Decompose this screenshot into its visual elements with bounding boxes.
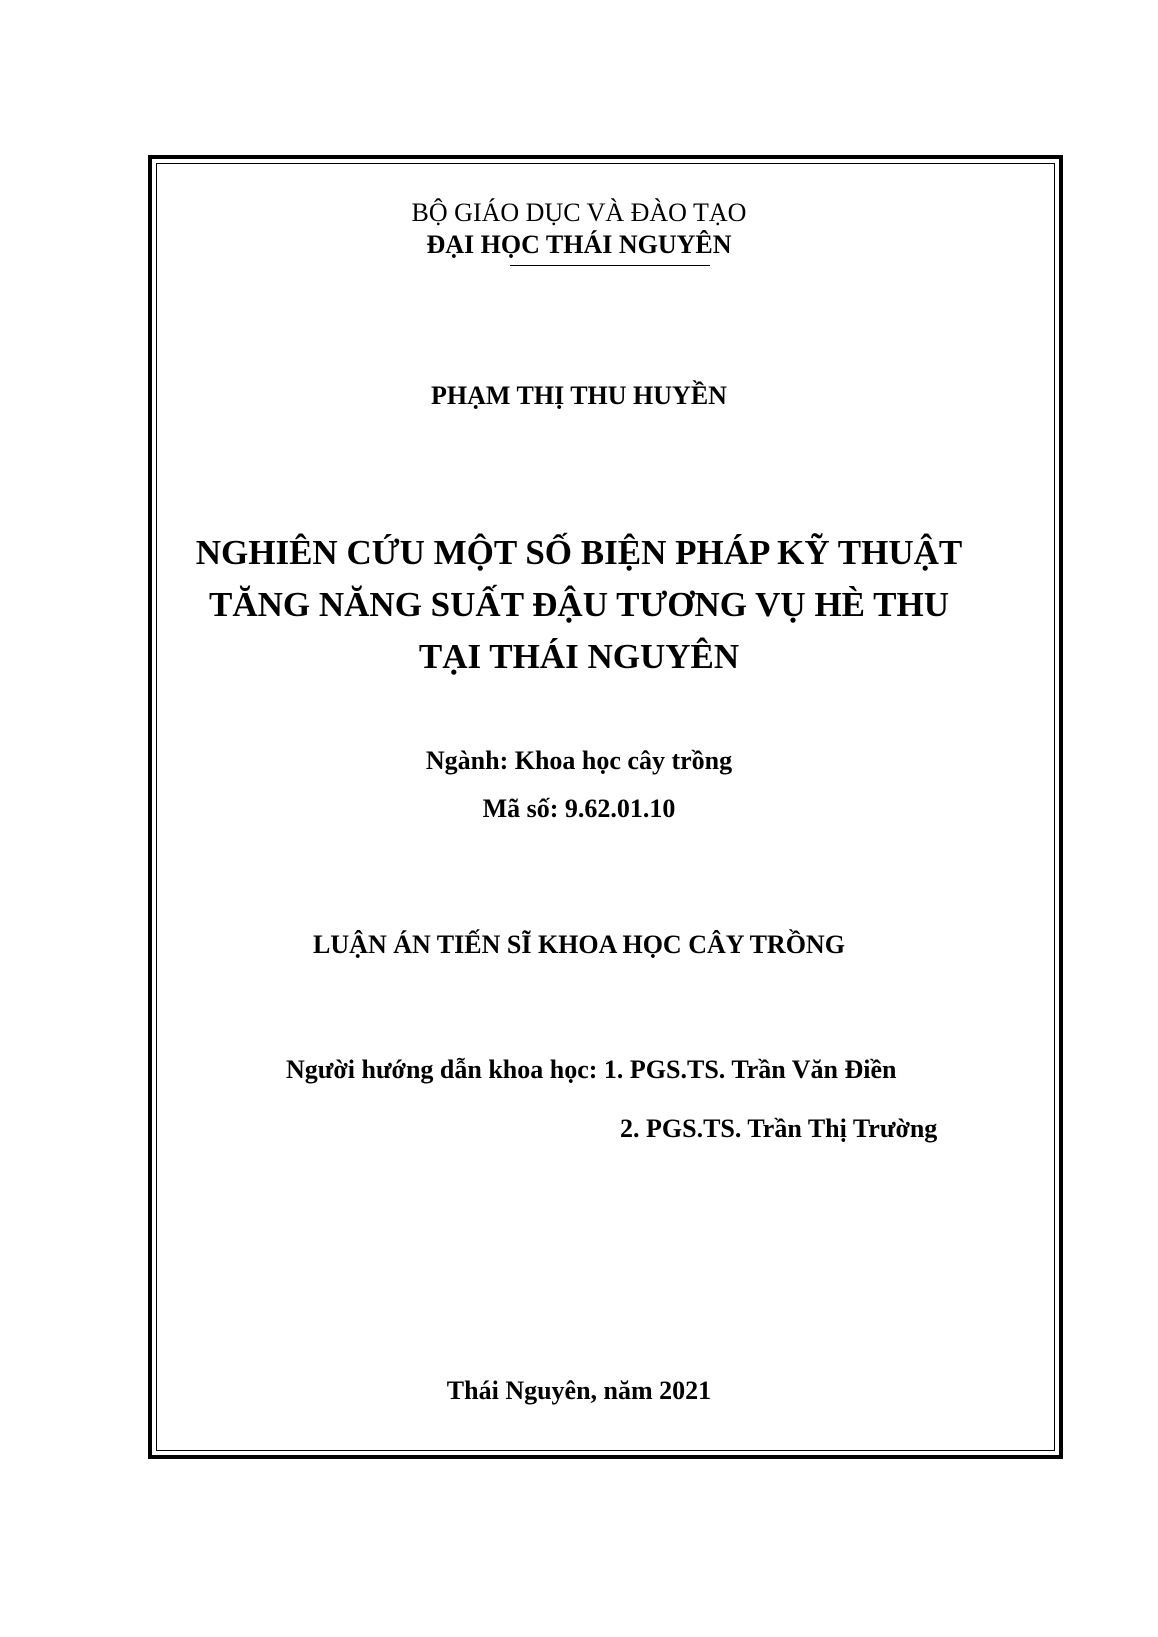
university-name: ĐẠI HỌC THÁI NGUYÊN — [426, 230, 732, 259]
ministry-name: BỘ GIÁO DỤC VÀ ĐÀO TẠO — [411, 198, 747, 227]
thesis-title-line-2: TĂNG NĂNG SUẤT ĐẬU TƯƠNG VỤ HÈ THU — [209, 585, 949, 624]
degree-title: LUẬN ÁN TIẾN SĨ KHOA HỌC CÂY TRỒNG — [313, 930, 845, 959]
major-code: Mã số: 9.62.01.10 — [482, 794, 676, 823]
supervisor-line-1: Người hướng dẫn khoa học: 1. PGS.TS. Trần Văn Điền — [286, 1055, 897, 1084]
thesis-title-line-3: TẠI THÁI NGUYÊN — [418, 637, 740, 676]
author-name: PHẠM THỊ THU HUYỀN — [431, 381, 727, 410]
header-divider — [510, 265, 710, 266]
place-and-year: Thái Nguyên, năm 2021 — [446, 1376, 712, 1405]
major-label: Ngành: Khoa học cây trồng — [425, 746, 733, 775]
thesis-title-line-1: NGHIÊN CỨU MỘT SỐ BIỆN PHÁP KỸ THUẬT — [195, 533, 963, 572]
supervisor-line-2: 2. PGS.TS. Trần Thị Trường — [620, 1114, 938, 1143]
